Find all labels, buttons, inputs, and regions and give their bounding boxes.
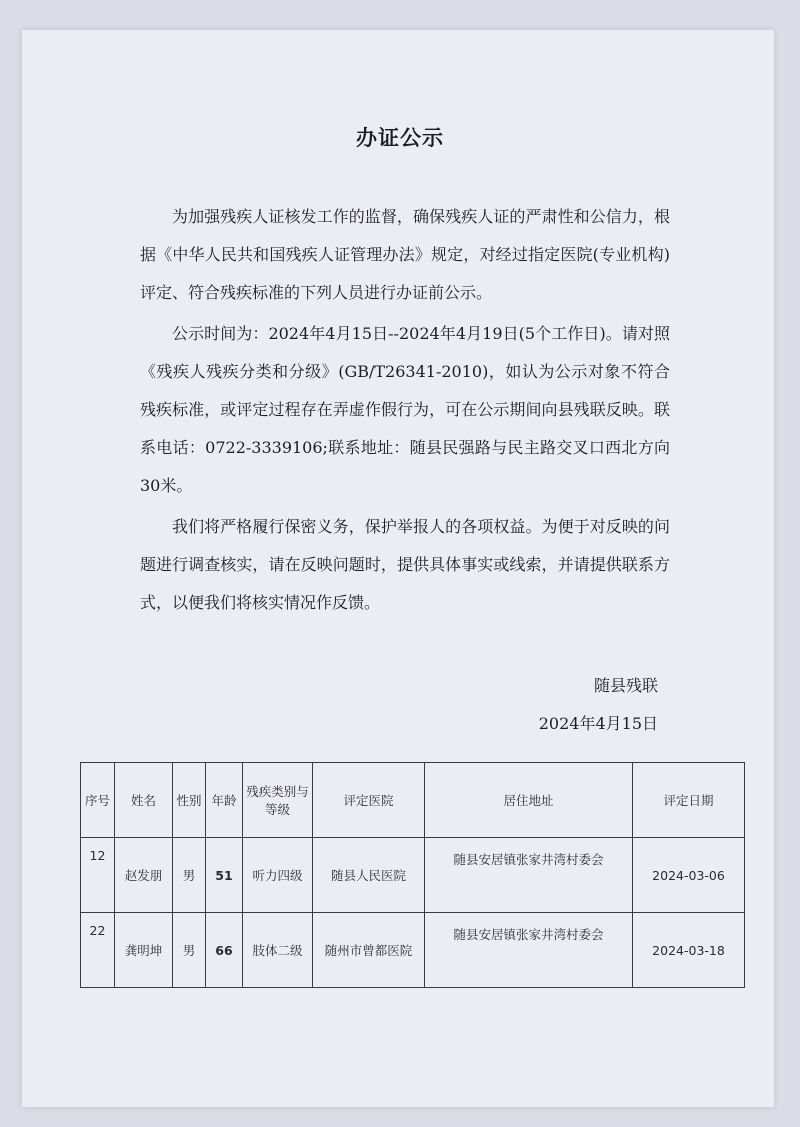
cell-address: 随县安居镇张家井湾村委会: [425, 913, 633, 988]
header-disability: 残疾类别与等级: [243, 763, 313, 838]
paragraph-purpose: [140, 198, 670, 312]
header-date: 评定日期: [633, 763, 745, 838]
paragraph-confidentiality: [140, 508, 670, 622]
cell-date: 2024-03-06: [633, 838, 745, 913]
header-age: 年龄: [206, 763, 243, 838]
cell-hospital: 随州市曾都医院: [313, 913, 425, 988]
cell-age: 51: [206, 838, 243, 913]
applicant-table: [80, 762, 745, 988]
cell-age: 66: [206, 913, 243, 988]
cell-disability: 听力四级: [243, 838, 313, 913]
cell-index: 12: [81, 838, 115, 913]
header-index: 序号: [81, 763, 115, 838]
cell-name: 赵发朋: [115, 838, 173, 913]
paragraph-purpose-text: 为加强残疾人证核发工作的监督，确保残疾人证的严肃性和公信力，根据《中华人民共和国残疾人证管理办法》规定，对经过指定医院(专业机构)评定、符合残疾标准的下列人员进行办证前公示。: [140, 207, 670, 302]
cell-gender: 男: [173, 838, 206, 913]
paragraph-confidentiality-text: 我们将严格履行保密义务，保护举报人的各项权益。为便于对反映的问题进行调查核实，请在反映问题时，提供具体事实或线索，并请提供联系方式，以便我们将核实情况作反馈。: [140, 517, 670, 612]
header-gender: 性别: [173, 763, 206, 838]
cell-address: 随县安居镇张家井湾村委会: [425, 838, 633, 913]
cell-hospital: 随县人民医院: [313, 838, 425, 913]
cell-index: 22: [81, 913, 115, 988]
header-hospital: 评定医院: [313, 763, 425, 838]
header-name: 姓名: [115, 763, 173, 838]
table-header-row: [81, 763, 745, 838]
paragraph-period-contact: [140, 315, 670, 505]
signature-date: 2024年4月15日: [538, 714, 658, 733]
paragraph-period-contact-text: 公示时间为：2024年4月15日--2024年4月19日(5个工作日)。请对照《残疾人残疾分类和分级》(GB/T26341-2010)，如认为公示对象不符合残疾标准，或评定过程存在弄虚作假行为，可在公示期间向县残联反映。联系电话：0722-3339106;联系地址：随县民强路与民主路交叉口西北方向30米。: [140, 324, 670, 495]
page-title: 办证公示: [356, 126, 444, 150]
cell-gender: 男: [173, 913, 206, 988]
cell-date: 2024-03-18: [633, 913, 745, 988]
cell-name: 龚明坤: [115, 913, 173, 988]
table-row: [81, 838, 745, 913]
signature-org: 随县残联: [593, 676, 658, 695]
table-row: [81, 913, 745, 988]
cell-disability: 肢体二级: [243, 913, 313, 988]
header-address: 居住地址: [425, 763, 633, 838]
